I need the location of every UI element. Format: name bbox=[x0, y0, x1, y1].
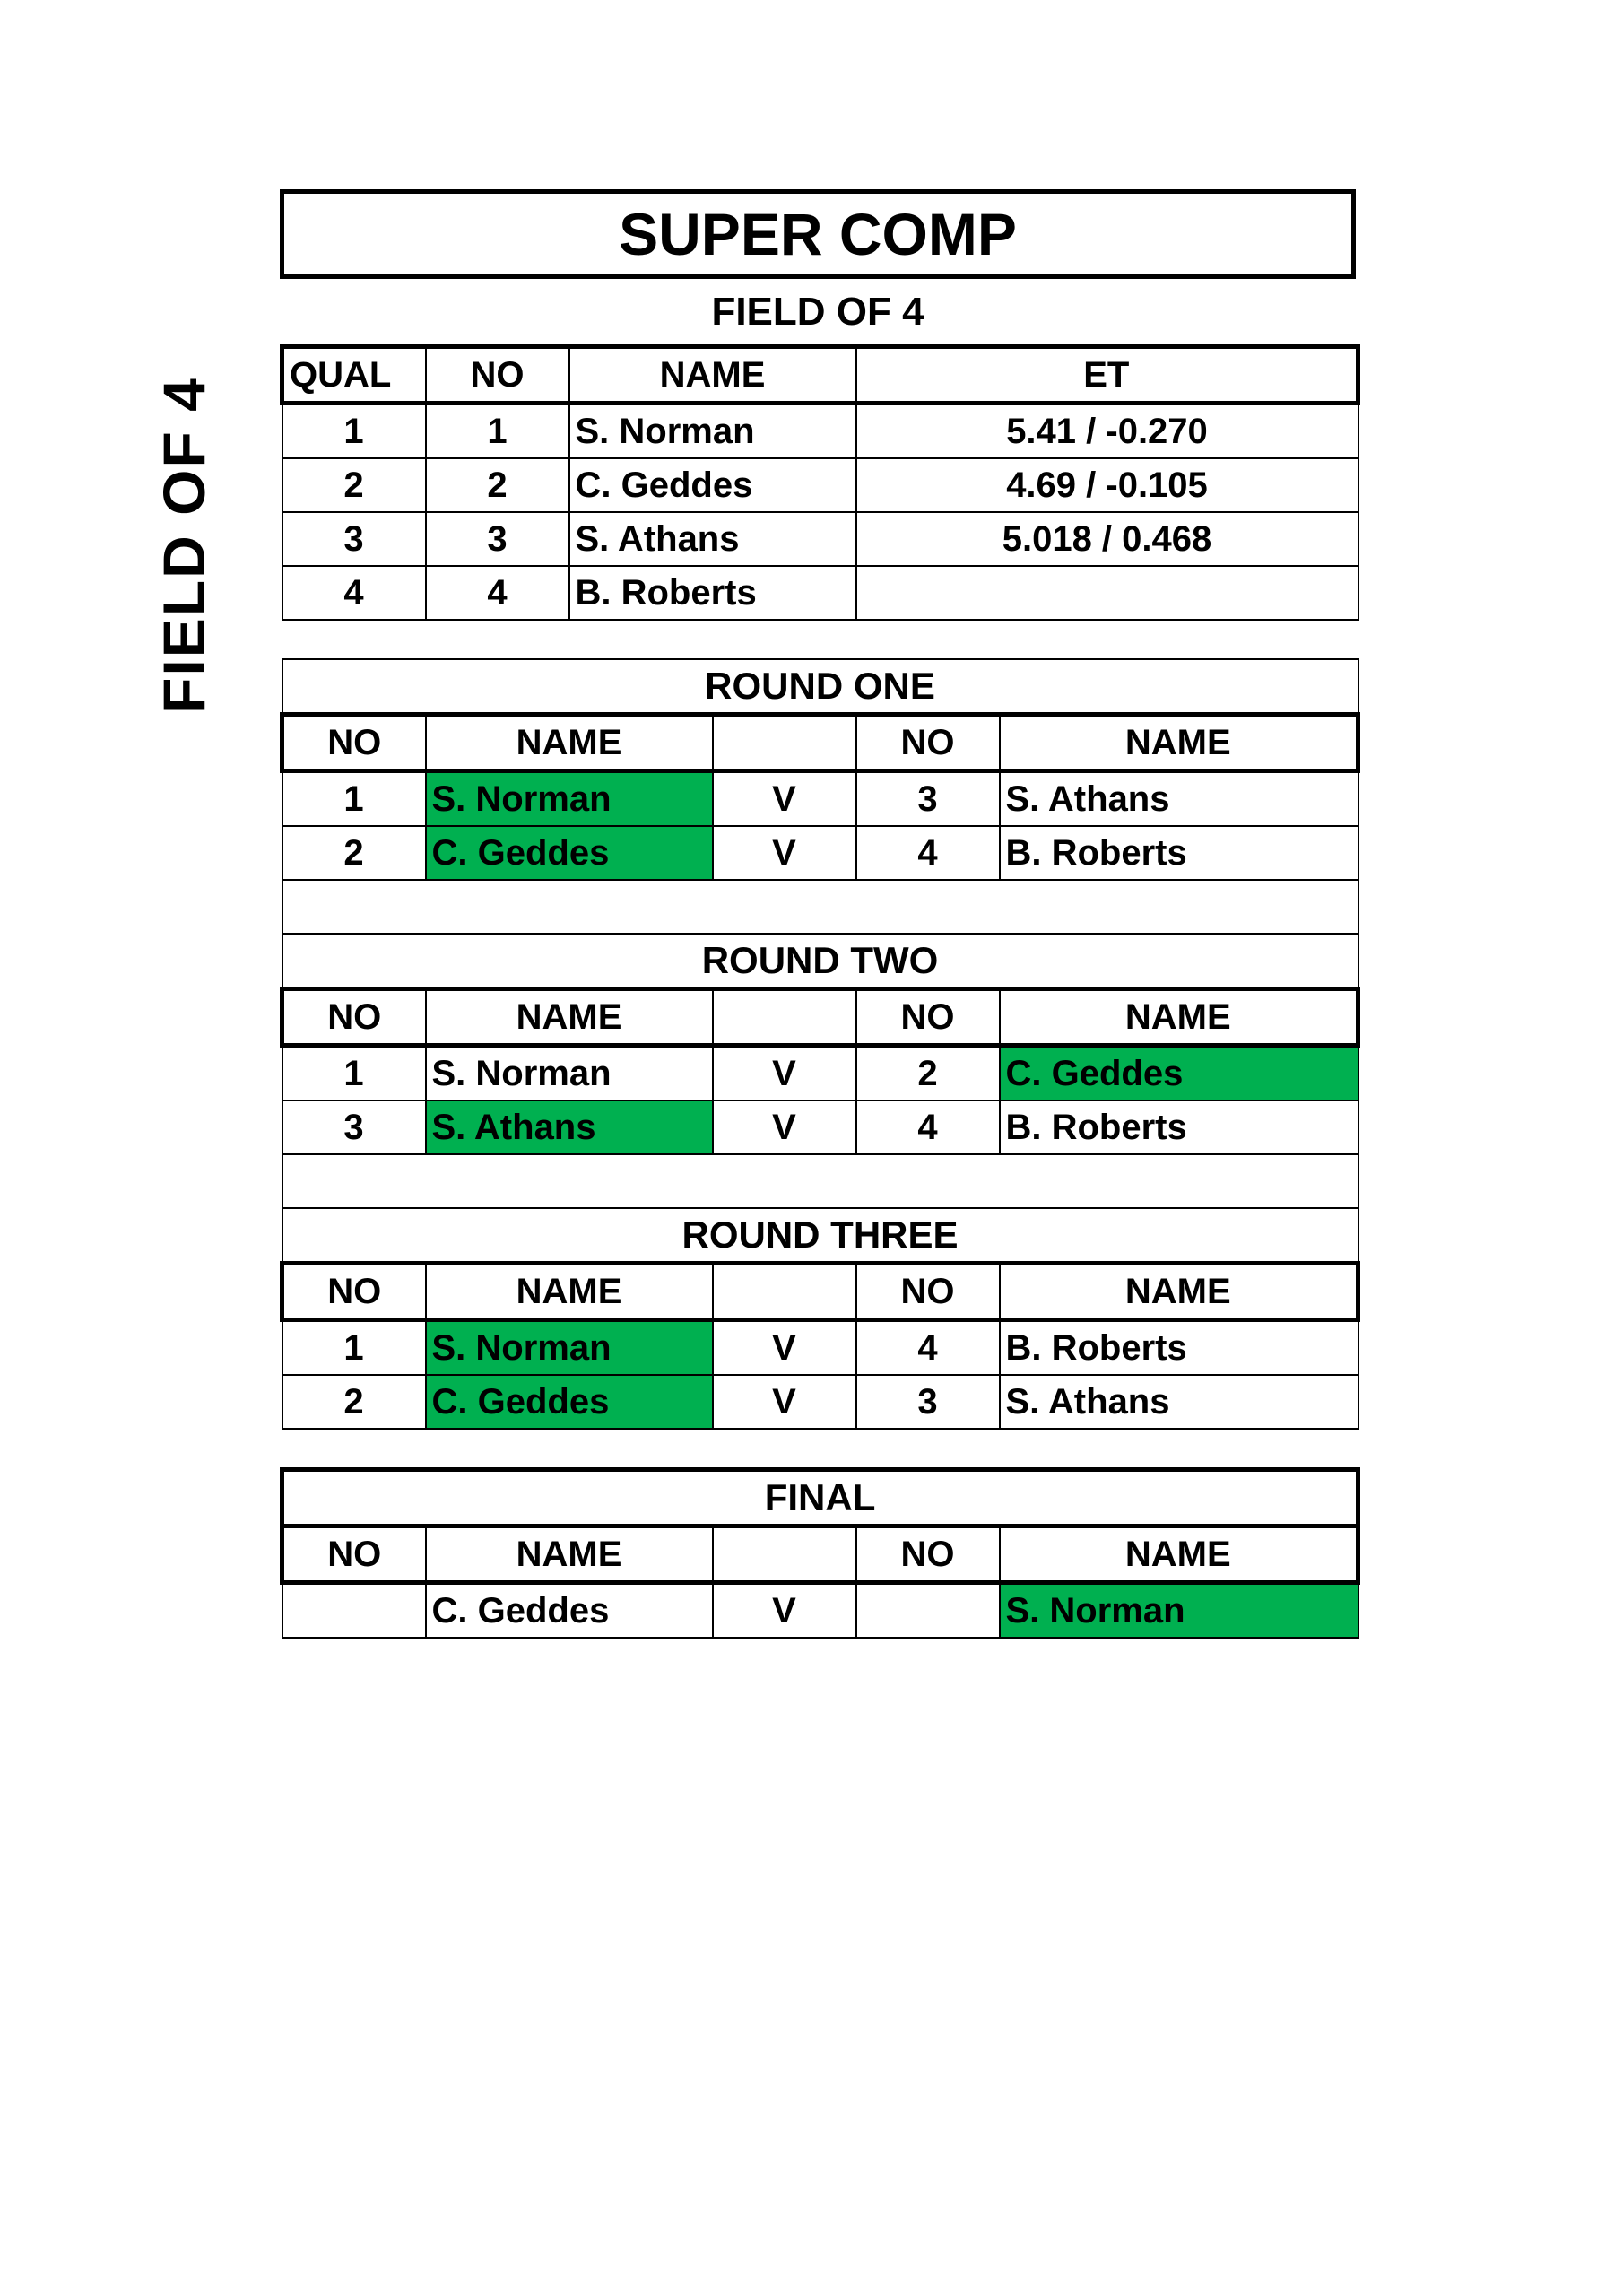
no-cell: 3 bbox=[426, 512, 569, 566]
name-cell: B. Roberts bbox=[1000, 1320, 1358, 1376]
match-row bbox=[282, 1583, 1358, 1639]
header-no: NO bbox=[856, 1264, 1000, 1320]
header-name: NAME bbox=[426, 989, 713, 1046]
round-two-title: ROUND TWO bbox=[282, 934, 1358, 989]
header-name: NAME bbox=[426, 1526, 713, 1583]
round-title-row bbox=[282, 934, 1358, 989]
header-no: NO bbox=[426, 347, 569, 404]
no-cell: 4 bbox=[426, 566, 569, 620]
qual-cell: 4 bbox=[282, 566, 426, 620]
name-cell: S. Athans bbox=[569, 512, 856, 566]
side-title: FIELD OF 4 bbox=[151, 377, 217, 714]
round-three-title: ROUND THREE bbox=[282, 1208, 1358, 1264]
no-cell: 1 bbox=[426, 404, 569, 459]
round-header-row bbox=[282, 989, 1358, 1046]
no-cell: 2 bbox=[282, 1375, 426, 1429]
header-no: NO bbox=[282, 715, 426, 771]
vs-cell: V bbox=[713, 826, 856, 880]
spacer-cell bbox=[282, 880, 1358, 934]
et-cell: 4.69 / -0.105 bbox=[856, 458, 1358, 512]
no-cell bbox=[282, 1583, 426, 1639]
header-no: NO bbox=[282, 1526, 426, 1583]
table-row bbox=[282, 404, 1358, 459]
match-row bbox=[282, 1320, 1358, 1376]
vs-cell: V bbox=[713, 1583, 856, 1639]
header-vs bbox=[713, 1264, 856, 1320]
header-no: NO bbox=[856, 1526, 1000, 1583]
et-cell: 5.018 / 0.468 bbox=[856, 512, 1358, 566]
header-vs bbox=[713, 989, 856, 1046]
no-cell: 1 bbox=[282, 1046, 426, 1101]
no-cell: 2 bbox=[282, 826, 426, 880]
no-cell: 3 bbox=[856, 1375, 1000, 1429]
no-cell: 2 bbox=[856, 1046, 1000, 1101]
table-row bbox=[282, 566, 1358, 620]
name-cell-winner: S. Athans bbox=[426, 1100, 713, 1154]
name-cell-winner: C. Geddes bbox=[426, 1375, 713, 1429]
name-cell-winner: S. Norman bbox=[1000, 1583, 1358, 1639]
no-cell: 4 bbox=[856, 1320, 1000, 1376]
match-row bbox=[282, 771, 1358, 827]
qual-cell: 3 bbox=[282, 512, 426, 566]
final-title-row bbox=[282, 1470, 1358, 1526]
final-header-row bbox=[282, 1526, 1358, 1583]
page-subtitle: FIELD OF 4 bbox=[711, 289, 924, 334]
spacer-row bbox=[282, 880, 1358, 934]
spacer-cell bbox=[282, 1154, 1358, 1208]
page-title: SUPER COMP bbox=[280, 189, 1356, 279]
table-row bbox=[282, 512, 1358, 566]
header-no: NO bbox=[856, 715, 1000, 771]
no-cell: 2 bbox=[426, 458, 569, 512]
no-cell: 3 bbox=[282, 1100, 426, 1154]
round-title-row bbox=[282, 1208, 1358, 1264]
match-row bbox=[282, 1046, 1358, 1101]
vs-cell: V bbox=[713, 1046, 856, 1101]
header-name: NAME bbox=[426, 1264, 713, 1320]
no-cell: 3 bbox=[856, 771, 1000, 827]
name-cell: S. Athans bbox=[1000, 771, 1358, 827]
header-name: NAME bbox=[426, 715, 713, 771]
name-cell-winner: S. Norman bbox=[426, 1320, 713, 1376]
round-header-row bbox=[282, 715, 1358, 771]
no-cell: 1 bbox=[282, 1320, 426, 1376]
no-cell bbox=[856, 1583, 1000, 1639]
qualifying-header-row bbox=[282, 347, 1358, 404]
final-table bbox=[280, 1467, 1360, 1639]
name-cell: S. Athans bbox=[1000, 1375, 1358, 1429]
header-no: NO bbox=[282, 989, 426, 1046]
header-vs bbox=[713, 715, 856, 771]
header-name: NAME bbox=[1000, 715, 1358, 771]
qual-cell: 2 bbox=[282, 458, 426, 512]
header-name: NAME bbox=[1000, 989, 1358, 1046]
header-vs bbox=[713, 1526, 856, 1583]
round-title-row bbox=[282, 659, 1358, 715]
name-cell: S. Norman bbox=[426, 1046, 713, 1101]
name-cell: B. Roberts bbox=[569, 566, 856, 620]
qualifying-table bbox=[280, 344, 1360, 621]
header-et: ET bbox=[856, 347, 1358, 404]
vs-cell: V bbox=[713, 1320, 856, 1376]
final-title: FINAL bbox=[282, 1470, 1358, 1526]
name-cell-winner: S. Norman bbox=[426, 771, 713, 827]
spacer-row bbox=[282, 1154, 1358, 1208]
name-cell: B. Roberts bbox=[1000, 826, 1358, 880]
no-cell: 4 bbox=[856, 826, 1000, 880]
no-cell: 4 bbox=[856, 1100, 1000, 1154]
name-cell: B. Roberts bbox=[1000, 1100, 1358, 1154]
match-row bbox=[282, 826, 1358, 880]
match-row bbox=[282, 1375, 1358, 1429]
round-one-title: ROUND ONE bbox=[282, 659, 1358, 715]
header-no: NO bbox=[282, 1264, 426, 1320]
header-name: NAME bbox=[569, 347, 856, 404]
name-cell: C. Geddes bbox=[569, 458, 856, 512]
qual-cell: 1 bbox=[282, 404, 426, 459]
results-sheet bbox=[280, 189, 1356, 1639]
name-cell-winner: C. Geddes bbox=[1000, 1046, 1358, 1101]
vs-cell: V bbox=[713, 771, 856, 827]
header-qual: QUAL bbox=[282, 347, 426, 404]
header-no: NO bbox=[856, 989, 1000, 1046]
table-row bbox=[282, 458, 1358, 512]
vs-cell: V bbox=[713, 1375, 856, 1429]
match-row bbox=[282, 1100, 1358, 1154]
et-cell: 5.41 / -0.270 bbox=[856, 404, 1358, 459]
vs-cell: V bbox=[713, 1100, 856, 1154]
name-cell: S. Norman bbox=[569, 404, 856, 459]
round-header-row bbox=[282, 1264, 1358, 1320]
rounds-table bbox=[280, 658, 1360, 1430]
name-cell: C. Geddes bbox=[426, 1583, 713, 1639]
no-cell: 1 bbox=[282, 771, 426, 827]
header-name: NAME bbox=[1000, 1264, 1358, 1320]
et-cell bbox=[856, 566, 1358, 620]
name-cell-winner: C. Geddes bbox=[426, 826, 713, 880]
header-name: NAME bbox=[1000, 1526, 1358, 1583]
